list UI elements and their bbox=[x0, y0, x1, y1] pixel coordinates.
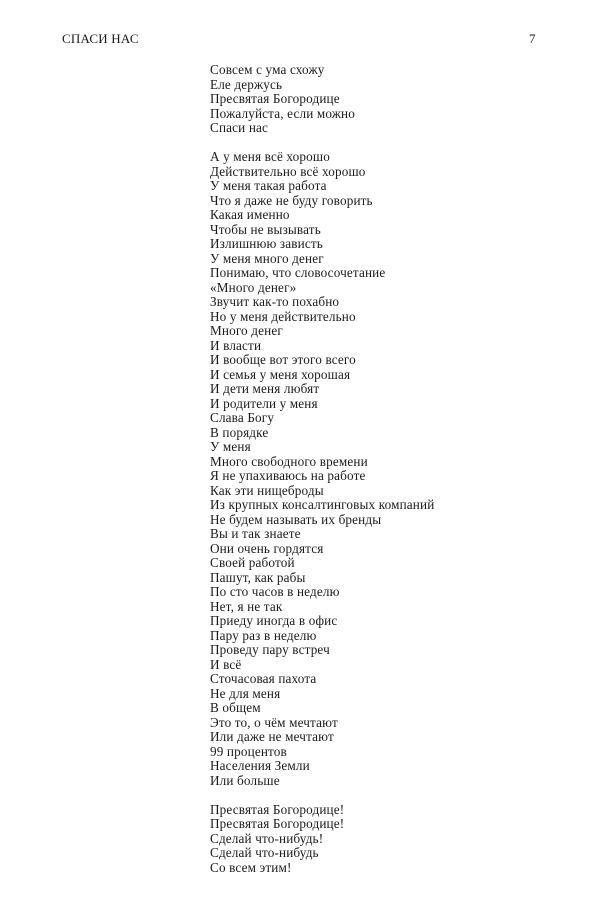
poem-line: Или больше bbox=[210, 772, 280, 788]
poem-line: Слава Богу bbox=[210, 410, 275, 425]
poem-line: 99 процентов bbox=[210, 743, 287, 759]
poem-line: В порядке bbox=[210, 424, 269, 440]
poem-line: Своей работой bbox=[210, 555, 295, 570]
poem-line: У меня такая работа bbox=[210, 178, 327, 193]
poem-line: Много денег bbox=[210, 323, 283, 338]
poem-line: Сделай что-нибудь bbox=[210, 845, 319, 860]
stanza-3 bbox=[210, 803, 434, 876]
poem-line: По сто часов в неделю bbox=[210, 584, 340, 599]
poem-line: Сточасовая пахота bbox=[210, 671, 317, 686]
poem-line: Пашут, как рабы bbox=[210, 569, 306, 585]
poem-line: Что я даже не буду говорить bbox=[210, 192, 373, 208]
poem-line: Сделай что-нибудь! bbox=[210, 830, 324, 846]
poem-line: И семья у меня хорошая bbox=[210, 366, 351, 382]
poem-line: Я не упахиваюсь на работе bbox=[210, 468, 366, 483]
poem-line: И власти bbox=[210, 337, 262, 353]
poem-line: Совсем с ума схожу bbox=[210, 62, 325, 77]
poem-line: Как эти нищеброды bbox=[210, 482, 324, 498]
poem-line: У меня много денег bbox=[210, 250, 324, 266]
stanza-2 bbox=[210, 150, 434, 788]
running-head: СПАСИ НАС bbox=[62, 31, 139, 46]
poem-line: Они очень гордятся bbox=[210, 540, 324, 556]
poem-line: Не будем называть их бренды bbox=[210, 511, 382, 527]
poem-line: Еле держусь bbox=[210, 76, 283, 92]
poem-line: Звучит как-то похабно bbox=[210, 294, 340, 309]
poem-line: Спаси нас bbox=[210, 120, 269, 135]
poem-line: Пресвятая Богородице bbox=[210, 91, 340, 106]
poem-line: Нет, я не так bbox=[210, 598, 283, 614]
poem-line: У меня bbox=[210, 439, 251, 454]
poem-line: Не для меня bbox=[210, 685, 281, 701]
poem-line: Понимаю, что словосочетание bbox=[210, 265, 386, 280]
poem-line: Чтобы не вызывать bbox=[210, 221, 321, 237]
poem-line: И родители у меня bbox=[210, 395, 318, 411]
poem-line: Но у меня действительно bbox=[210, 308, 356, 324]
poem-line: А у меня всё хорошо bbox=[210, 149, 330, 164]
poem-line: В общем bbox=[210, 700, 261, 715]
poem-line: Из крупных консалтинговых компаний bbox=[210, 497, 435, 512]
poem-line: Действительно всё хорошо bbox=[210, 163, 366, 179]
poem-line: Или даже не мечтают bbox=[210, 729, 334, 744]
poem-line: Приеду иногда в офис bbox=[210, 613, 338, 628]
poem-line: Вы и так знаете bbox=[210, 526, 301, 541]
poem-line: «Много денег» bbox=[210, 279, 297, 295]
poem-line: Пресвятая Богородице! bbox=[210, 801, 345, 817]
poem-line: Проведу пару встреч bbox=[210, 642, 330, 657]
poem-line: Пожалуйста, если можно bbox=[210, 105, 355, 121]
poem-line: Это то, о чём мечтают bbox=[210, 714, 338, 730]
poem-line: И дети меня любят bbox=[210, 381, 320, 396]
poem-line: Со всем этим! bbox=[210, 859, 292, 875]
poem-line: Какая именно bbox=[210, 207, 290, 222]
poem-line: Много свободного времени bbox=[210, 453, 368, 469]
poem-line: Пару раз в неделю bbox=[210, 627, 317, 643]
poem-line: И вообще вот этого всего bbox=[210, 352, 356, 367]
poem-line: Населения Земли bbox=[210, 758, 310, 773]
poem-line: Пресвятая Богородице! bbox=[210, 816, 345, 831]
stanza-1 bbox=[210, 63, 434, 136]
poem-line: И всё bbox=[210, 656, 242, 672]
poem-line: Излишнюю зависть bbox=[210, 236, 323, 251]
poem-body bbox=[210, 63, 434, 890]
page-number: 7 bbox=[529, 31, 536, 46]
